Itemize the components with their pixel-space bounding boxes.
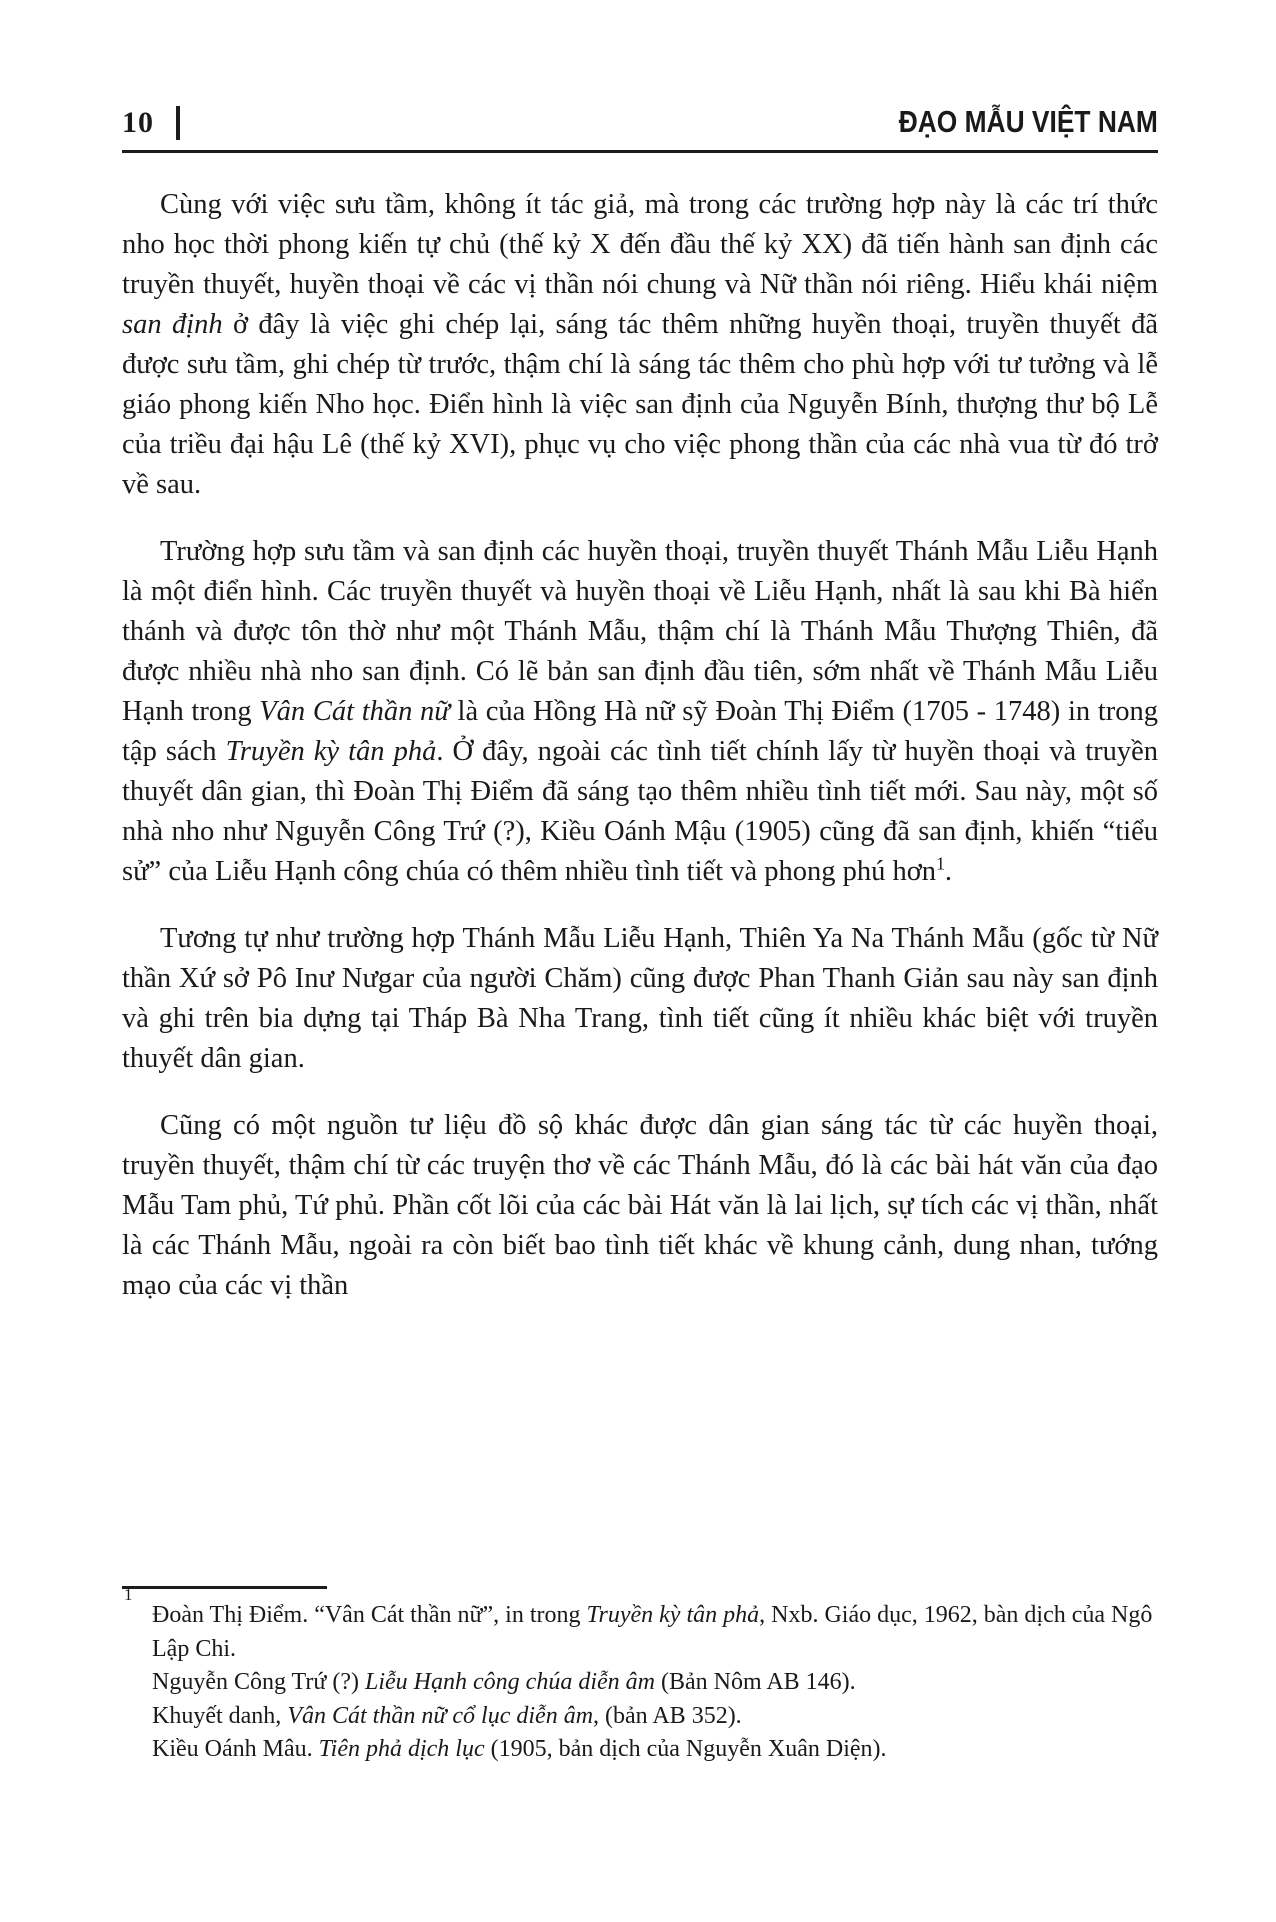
paragraph: Tương tự như trường hợp Thánh Mẫu Liễu Hạnh, Thiên Ya Na Thánh Mẫu (gốc từ Nữ thần Xứ sở Pô Inư Nưgar của người Chăm) cũng được Phan Thanh Giản sau này san định và ghi trên bia dựng tại Tháp Bà Nha Trang, tình tiết cũng ít nhiều khác biệt với truyền thuyết dân gian. [122,923,1158,1074]
paragraph: Cũng có một nguồn tư liệu đồ sộ khác được dân gian sáng tác từ các huyền thoại, truyền thuyết, thậm chí từ các truyện thơ về các Thánh Mẫu, đó là các bài hát văn của đạo Mẫu Tam phủ, Tứ phủ. Phần cốt lõi của các bài Hát văn là lai lịch, sự tích các vị thần, nhất là các Thánh Mẫu, ngoài ra còn biết bao tình tiết khác về khung cảnh, dung nhan, tướng mạo của các vị thần [122,1110,1158,1301]
paragraph: Trường hợp sưu tầm và san định các huyền thoại, truyền thuyết Thánh Mẫu Liễu Hạnh là một điển hình. Các truyền thuyết và huyền thoại về Liễu Hạnh, nhất là sau khi Bà hiển thánh và được tôn thờ như một Thánh Mẫu, thậm chí là Thánh Mẫu Thượng Thiên, đã được nhiều nhà nho san định. Có lẽ bản san định đầu tiên, sớm nhất về Thánh Mẫu Liễu Hạnh trong Vân Cát thần nữ là của Hồng Hà nữ sỹ Đoàn Thị Điểm (1705 - 1748) in trong tập sách Truyền kỳ tân phả. Ở đây, ngoài các tình tiết chính lấy từ huyền thoại và truyền thuyết dân gian, thì Đoàn Thị Điểm đã sáng tạo thêm nhiều tình tiết mới. Sau này, một số nhà nho như Nguyễn Công Trứ (?), Kiều Oánh Mậu (1905) cũng đã san định, khiến “tiểu sử” của Liễu Hạnh công chúa có thêm nhiều tình tiết và phong phú hơn$^1$. [122,536,1158,887]
paragraph: Cùng với việc sưu tầm, không ít tác giả, mà trong các trường hợp này là các trí thức nho học thời phong kiến tự chủ (thế kỷ X đến đầu thế kỷ XX) đã tiến hành san định các truyền thuyết, huyền thoại về các vị thần nói chung và Nữ thần nói riêng. Hiểu khái niệm san định ở đây là việc ghi chép lại, sáng tác thêm những huyền thoại, truyền thuyết đã được sưu tầm, ghi chép từ trước, thậm chí là sáng tác thêm cho phù hợp với tư tưởng và lễ giáo phong kiến Nho học. Điển hình là việc san định của Nguyễn Bính, thượng thư bộ Lễ của triều đại hậu Lê (thế kỷ XVI), phục vụ cho việc phong thần của các nhà vua từ đó trở về sau. [122,189,1158,500]
footnote-text: Nguyễn Công Trứ (?) Liễu Hạnh công chúa diễn âm (Bản Nôm AB 146). [152,1669,856,1695]
running-header [122,104,1158,153]
footnote-text: Đoàn Thị Điểm. “Vân Cát thần nữ”, in trong Truyền kỳ tân phả, Nxb. Giáo dục, 1962, bàn dịch của Ngô Lập Chi. [152,1602,1153,1662]
footnote-separator [122,1586,327,1589]
header-title: ĐẠO MẪU VIỆT NAM [898,104,1158,139]
footnotes [122,1586,1158,1767]
footnote-text: Kiều Oánh Mâu. Tiên phả dịch lục (1905, bản dịch của Nguyễn Xuân Diện). [152,1736,887,1762]
footnote-entry [122,1700,1158,1734]
body-text [122,185,1158,1306]
footnote-entry: 1 Đoàn Thị Điểm. “Vân Cát thần nữ”, in trong Truyền kỳ tân phả, Nxb. Giáo dục, 1962, bàn dịch của Ngô Lập Chi. [124,1585,1153,1662]
footnote-entry [122,1733,1158,1767]
header-left [122,106,180,140]
footnote-text: Khuyết danh, Vân Cát thần nữ cổ lục diễn âm, (bản AB 352). [152,1702,742,1729]
page-number: 10 [122,106,154,139]
footnote-entry [122,1666,1158,1700]
header-divider-bar [176,106,180,140]
